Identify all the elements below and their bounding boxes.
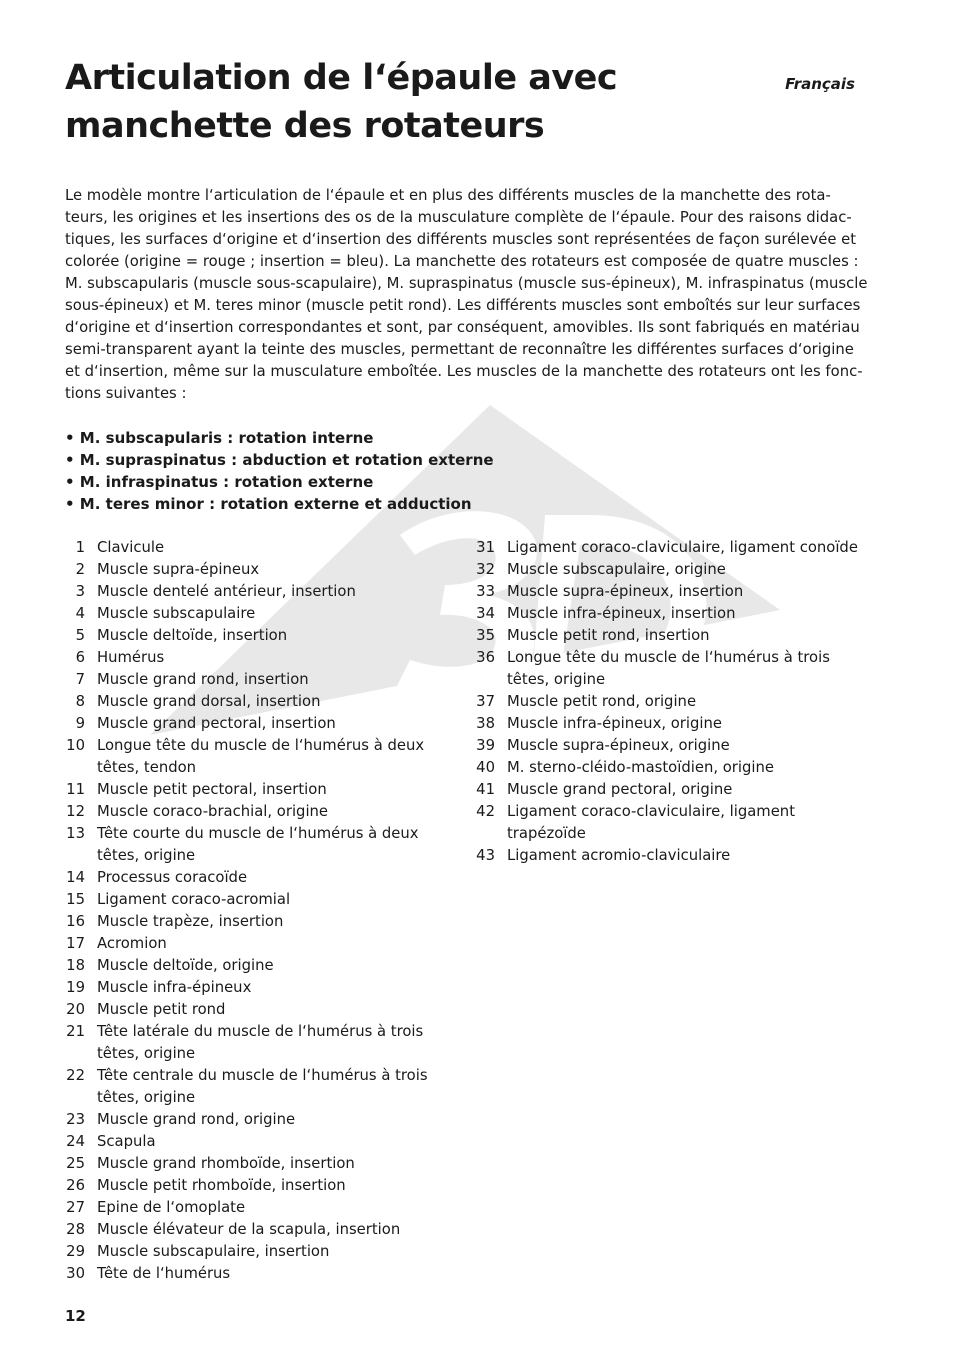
legend-item-number: 11 [66, 781, 85, 798]
intro-paragraph [65, 185, 868, 405]
legend-item [65, 691, 455, 713]
intro-line: M. subscapularis (muscle sous-scapulaire), M. supraspinatus (muscle sus-épineux), M. infraspinatus (muscle [65, 275, 868, 292]
intro-line: teurs, les origines et les insertions des os de la musculature complète de l‘épaule. Pour des raisons didac- [65, 209, 852, 226]
legend-item [475, 757, 875, 779]
legend-item-label: Ligament coraco-claviculaire, ligament conoïde [507, 539, 858, 556]
legend-item-number: 29 [66, 1243, 85, 1260]
legend-item [65, 713, 455, 735]
legend-item [65, 1175, 455, 1197]
legend-item [65, 999, 455, 1021]
legend-item [475, 713, 875, 735]
legend-list-left [65, 537, 455, 1285]
legend-item-number: 38 [476, 715, 495, 732]
legend-item-number: 3 [75, 583, 85, 600]
legend-item [65, 911, 455, 933]
legend-item-number: 37 [476, 693, 495, 710]
legend-item [65, 823, 455, 867]
legend-item [475, 691, 875, 713]
legend-item-label: Tête courte du muscle de l‘humérus à deux têtes, origine [97, 825, 419, 864]
legend-item [65, 1131, 455, 1153]
legend-item-number: 23 [66, 1111, 85, 1128]
legend-item [65, 625, 455, 647]
legend-item-label: Scapula [97, 1133, 156, 1150]
legend-item-label: Muscle infra-épineux [97, 979, 252, 996]
legend-item-number: 27 [66, 1199, 85, 1216]
legend-item [65, 603, 455, 625]
intro-line: semi-transparent ayant la teinte des muscles, permettant de reconnaître les différentes surfaces d‘origine [65, 341, 854, 358]
legend-item-label: Muscle grand pectoral, insertion [97, 715, 336, 732]
legend-item-label: Muscle subscapulaire, origine [507, 561, 726, 578]
legend-item-label: Muscle élévateur de la scapula, insertion [97, 1221, 401, 1238]
function-item: • M. teres minor : rotation externe et adduction [65, 495, 472, 513]
legend-item [475, 801, 875, 845]
legend-item [65, 955, 455, 977]
legend-item [65, 735, 455, 779]
legend-item-number: 34 [476, 605, 495, 622]
legend-item-number: 28 [66, 1221, 85, 1238]
function-item: • M. subscapularis : rotation interne [65, 429, 374, 447]
legend-item [65, 1109, 455, 1131]
legend-item [65, 537, 455, 559]
legend-item-label: Muscle petit rond, insertion [507, 627, 710, 644]
legend-item-number: 33 [476, 583, 495, 600]
legend-item [65, 647, 455, 669]
legend-item-label: M. sterno-cléido-mastoïdien, origine [507, 759, 774, 776]
legend-item-label: Tête latérale du muscle de l‘humérus à trois têtes, origine [97, 1023, 424, 1062]
legend-item-number: 22 [66, 1067, 85, 1084]
legend-item-number: 19 [66, 979, 85, 996]
function-item: • M. infraspinatus : rotation externe [65, 473, 374, 491]
legend-item-label: Humérus [97, 649, 165, 666]
legend-item-number: 25 [66, 1155, 85, 1172]
legend-item [65, 1241, 455, 1263]
legend-item [65, 669, 455, 691]
legend-item-label: Muscle infra-épineux, insertion [507, 605, 736, 622]
legend-item-label: Ligament coraco-claviculaire, ligament trapézoïde [507, 803, 795, 842]
legend-item [65, 559, 455, 581]
intro-line: tiques, les surfaces d‘origine et d‘insertion des différents muscles sont représentées de façon surélevée et [65, 231, 857, 248]
legend-item-number: 1 [75, 539, 85, 556]
legend-item-number: 35 [476, 627, 495, 644]
legend-item-label: Muscle supra-épineux, insertion [507, 583, 744, 600]
legend-item [475, 735, 875, 757]
legend-item-number: 20 [66, 1001, 85, 1018]
legend-item-number: 4 [75, 605, 85, 622]
legend-item-number: 39 [476, 737, 495, 754]
legend-item [65, 801, 455, 823]
legend-item-label: Muscle petit rond, origine [507, 693, 697, 710]
legend-item [475, 647, 875, 691]
legend-item-number: 24 [66, 1133, 85, 1150]
legend-item [65, 1153, 455, 1175]
legend-item [65, 889, 455, 911]
legend-item-label: Muscle deltoïde, origine [97, 957, 274, 974]
intro-line: tions suivantes : [65, 385, 187, 402]
legend-item-number: 2 [75, 561, 85, 578]
legend-item [65, 867, 455, 889]
legend-item-label: Muscle grand rhomboïde, insertion [97, 1155, 355, 1172]
legend-item-label: Muscle supra-épineux, origine [507, 737, 730, 754]
legend-item [475, 559, 875, 581]
legend-item-label: Acromion [97, 935, 167, 952]
legend-item-label: Muscle grand rond, origine [97, 1111, 296, 1128]
legend-item-label: Tête centrale du muscle de l‘humérus à trois têtes, origine [97, 1067, 428, 1106]
legend-item-number: 32 [476, 561, 495, 578]
legend-item [65, 1065, 455, 1109]
legend-item-label: Muscle petit rond [97, 1001, 226, 1018]
legend-item-number: 31 [476, 539, 495, 556]
legend-item [475, 603, 875, 625]
legend-item-number: 14 [66, 869, 85, 886]
legend-item-number: 16 [66, 913, 85, 930]
function-item: • M. supraspinatus : abduction et rotation externe [65, 451, 494, 469]
intro-line: d‘origine et d‘insertion correspondantes et sont, par conséquent, amovibles. Ils sont fabriqués en matériau [65, 319, 860, 336]
page-title-line-1: Articulation de l‘épaule avec [65, 58, 618, 98]
legend-item [65, 977, 455, 999]
legend-item [65, 779, 455, 801]
legend-item-number: 41 [476, 781, 495, 798]
legend-item-number: 18 [66, 957, 85, 974]
legend-item-number: 15 [66, 891, 85, 908]
intro-line: colorée (origine = rouge ; insertion = bleu). La manchette des rotateurs est composée de quatre muscles : [65, 253, 859, 270]
legend-item [65, 1021, 455, 1065]
legend-item-label: Muscle subscapulaire, insertion [97, 1243, 330, 1260]
legend-item-label: Longue tête du muscle de l‘humérus à trois têtes, origine [507, 649, 830, 688]
legend-item-number: 17 [66, 935, 85, 952]
muscle-functions-list [65, 427, 494, 515]
legend-item-label: Clavicule [97, 539, 165, 556]
legend-item-label: Muscle grand rond, insertion [97, 671, 309, 688]
legend-item-number: 40 [476, 759, 495, 776]
legend-item-label: Longue tête du muscle de l‘humérus à deux têtes, tendon [97, 737, 425, 776]
legend-list-right [475, 537, 875, 867]
page-number: 12 [65, 1307, 86, 1325]
legend-item-label: Muscle grand dorsal, insertion [97, 693, 321, 710]
legend-item-number: 7 [75, 671, 85, 688]
legend-item [475, 537, 875, 559]
legend-item-label: Muscle deltoïde, insertion [97, 627, 288, 644]
legend-item-number: 26 [66, 1177, 85, 1194]
page-title-line-2: manchette des rotateurs [65, 106, 545, 146]
legend-item [475, 845, 875, 867]
legend-item [475, 779, 875, 801]
legend-item [475, 625, 875, 647]
legend-item [65, 581, 455, 603]
legend-item-label: Muscle dentelé antérieur, insertion [97, 583, 356, 600]
legend-item [65, 933, 455, 955]
legend-item-label: Tête de l‘humérus [97, 1265, 231, 1282]
legend-item-number: 36 [476, 649, 495, 666]
legend-item-number: 10 [66, 737, 85, 754]
intro-line: Le modèle montre l‘articulation de l‘épaule et en plus des différents muscles de la manchette des rota- [65, 187, 831, 204]
legend-item-label: Epine de l‘omoplate [97, 1199, 246, 1216]
legend-item-number: 21 [66, 1023, 85, 1040]
language-label: Français [785, 75, 855, 93]
legend-item-number: 43 [476, 847, 495, 864]
legend-item [65, 1197, 455, 1219]
legend-item-label: Processus coracoïde [97, 869, 248, 886]
legend-item-label: Ligament coraco-acromial [97, 891, 291, 908]
legend-item-label: Muscle grand pectoral, origine [507, 781, 733, 798]
legend-item-label: Muscle petit rhomboïde, insertion [97, 1177, 346, 1194]
legend-item-number: 8 [75, 693, 85, 710]
intro-line: sous-épineux) et M. teres minor (muscle petit rond). Les différents muscles sont emboîtés sur leur surfaces [65, 297, 861, 314]
legend-item-label: Ligament acromio-claviculaire [507, 847, 731, 864]
legend-item-number: 12 [66, 803, 85, 820]
intro-line: et d‘insertion, même sur la musculature emboîtée. Les muscles de la manchette des rotateurs ont les fonc- [65, 363, 863, 380]
legend-item [475, 581, 875, 603]
legend-item-number: 13 [66, 825, 85, 842]
legend-item [65, 1219, 455, 1241]
legend-item-number: 6 [75, 649, 85, 666]
legend-item-label: Muscle trapèze, insertion [97, 913, 284, 930]
legend-item-label: Muscle petit pectoral, insertion [97, 781, 327, 798]
legend-item-number: 30 [66, 1265, 85, 1282]
legend-item-label: Muscle infra-épineux, origine [507, 715, 722, 732]
legend-item-number: 42 [476, 803, 495, 820]
legend-item-label: Muscle supra-épineux [97, 561, 260, 578]
legend-item-label: Muscle subscapulaire [97, 605, 256, 622]
legend-item-number: 9 [75, 715, 85, 732]
page-title [65, 54, 705, 150]
legend-item-number: 5 [75, 627, 85, 644]
legend-item [65, 1263, 455, 1285]
legend-item-label: Muscle coraco-brachial, origine [97, 803, 329, 820]
